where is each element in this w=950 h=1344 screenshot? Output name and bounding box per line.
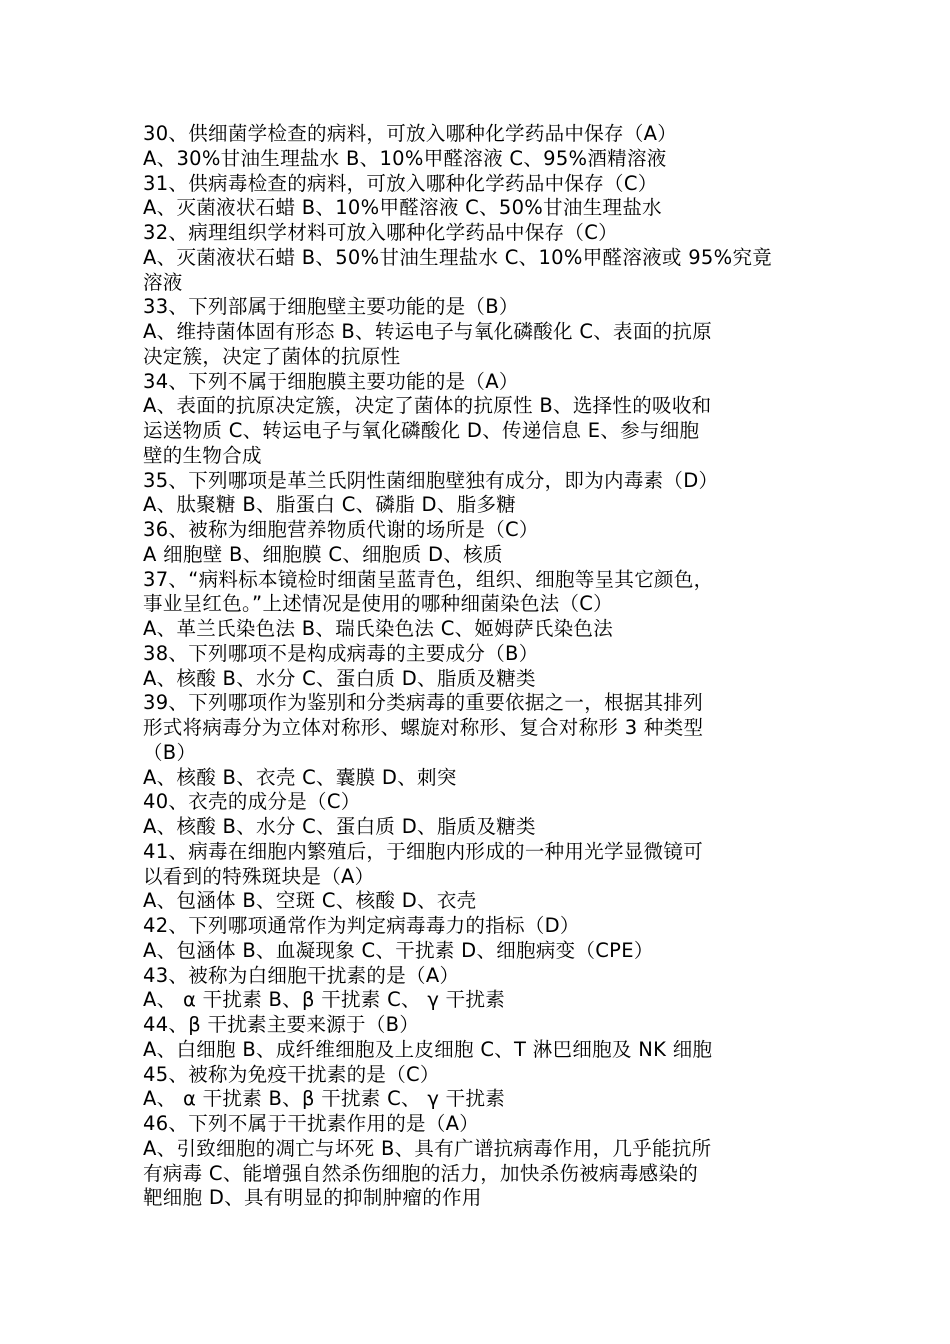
question-36-text: 36、被称为细胞营养物质代谢的场所是（C） xyxy=(143,518,539,541)
question-46-text: 46、下列不属于干扰素作用的是（A） xyxy=(143,1112,480,1135)
question-33-text: 33、下列部属于细胞壁主要功能的是（B） xyxy=(143,295,519,319)
question-41-options: A、包涵体 B、空斑 C、核酸 D、衣壳 xyxy=(143,889,477,913)
question-39-text-cont: 形式将病毒分为立体对称形、螺旋对称形、复合对称形 3 种类型 xyxy=(143,716,704,739)
question-41-text: 41、病毒在细胞内繁殖后，于细胞内形成的一种用光学显微镜可 xyxy=(143,839,704,863)
question-35-options: A、肽聚糖 B、脂蛋白 C、磷脂 D、脂多糖 xyxy=(143,493,517,517)
question-38-options: A、核酸 B、水分 C、蛋白质 D、脂质及糖类 xyxy=(143,666,536,690)
question-39-answer: （B） xyxy=(143,740,197,764)
question-37-text: 37、“病料标本镜检时细菌呈蓝青色，组织、细胞等呈其它颜色， xyxy=(143,567,714,591)
question-39-text: 39、下列哪项作为鉴别和分类病毒的重要依据之一，根据其排列 xyxy=(143,691,704,715)
question-44-text: 44、β 干扰素主要来源于（B） xyxy=(143,1013,420,1036)
question-34-text: 34、下列不属于细胞膜主要功能的是（A） xyxy=(143,369,519,393)
question-38-text: 38、下列哪项不是构成病毒的主要成分（B） xyxy=(143,641,539,665)
question-34-options-cont: 运送物质 C、转运电子与氧化磷酸化 D、传递信息 E、参与细胞 xyxy=(143,419,700,442)
question-37-text-cont: 事业呈红色。”上述情况是使用的哪种细菌染色法（C） xyxy=(143,592,613,616)
question-42-options: A、包涵体 B、血凝现象 C、干扰素 D、细胞病变（CPE） xyxy=(143,938,654,962)
question-41-text-cont: 以看到的特殊斑块是（A） xyxy=(143,864,375,888)
question-43-text: 43、被称为白细胞干扰素的是（A） xyxy=(143,963,460,987)
question-39-options: A、核酸 B、衣壳 C、囊膜 D、刺突 xyxy=(143,765,457,789)
question-34-options: A、表面的抗原决定簇，决定了菌体的抗原性 B、选择性的吸收和 xyxy=(143,394,712,418)
question-45-text: 45、被称为免疫干扰素的是（C） xyxy=(143,1062,440,1086)
question-31-options: A、灭菌液状石蜡 B、10%甲醛溶液 C、50%甘油生理盐水 xyxy=(143,196,662,220)
question-31-text: 31、供病毒检查的病料，可放入哪种化学药品中保存（C） xyxy=(143,171,658,195)
question-43-options: A、 α 干扰素 B、β 干扰素 C、 γ 干扰素 xyxy=(143,988,506,1012)
document-page xyxy=(143,122,808,1211)
question-30-options: A、30%甘油生理盐水 B、10%甲醛溶液 C、95%酒精溶液 xyxy=(143,146,667,170)
question-46-options: A、引致细胞的凋亡与坏死 B、具有广谱抗病毒作用，几乎能抗所 xyxy=(143,1136,712,1160)
question-34-options-cont2: 壁的生物合成 xyxy=(143,443,262,467)
question-37-options: A、革兰氏染色法 B、瑞氏染色法 C、姬姆萨氏染色法 xyxy=(143,617,614,640)
question-44-options: A、白细胞 B、成纤维细胞及上皮细胞 C、T 淋巴细胞及 NK 细胞 xyxy=(143,1037,713,1061)
question-45-options: A、 α 干扰素 B、β 干扰素 C、 γ 干扰素 xyxy=(143,1087,506,1111)
question-30-text: 30、供细菌学检查的病料，可放入哪种化学药品中保存（A） xyxy=(143,122,678,145)
question-40-options: A、核酸 B、水分 C、蛋白质 D、脂质及糖类 xyxy=(143,815,536,838)
question-33-options: A、维持菌体固有形态 B、转运电子与氧化磷酸化 C、表面的抗原 xyxy=(143,320,713,343)
question-46-options-cont2: 靶细胞 D、具有明显的抑制肿瘤的作用 xyxy=(143,1186,482,1210)
question-32-options: A、灭菌液状石蜡 B、50%甘油生理盐水 C、10%甲醛溶液或 95%究竟 xyxy=(143,245,773,269)
question-32-text: 32、病理组织学材料可放入哪种化学药品中保存（C） xyxy=(143,221,618,244)
question-40-text: 40、衣壳的成分是（C） xyxy=(143,790,361,814)
question-46-options-cont: 有病毒 C、能增强自然杀伤细胞的活力，加快杀伤被病毒感染的 xyxy=(143,1161,699,1185)
question-42-text: 42、下列哪项通常作为判定病毒毒力的指标（D） xyxy=(143,914,580,937)
question-33-options-cont: 决定簇，决定了菌体的抗原性 xyxy=(143,344,401,368)
question-35-text: 35、下列哪项是革兰氏阴性菌细胞壁独有成分，即为内毒素（D） xyxy=(143,468,719,492)
question-32-options-cont: 溶液 xyxy=(143,270,183,294)
question-36-options: A 细胞壁 B、细胞膜 C、细胞质 D、核质 xyxy=(143,542,503,566)
